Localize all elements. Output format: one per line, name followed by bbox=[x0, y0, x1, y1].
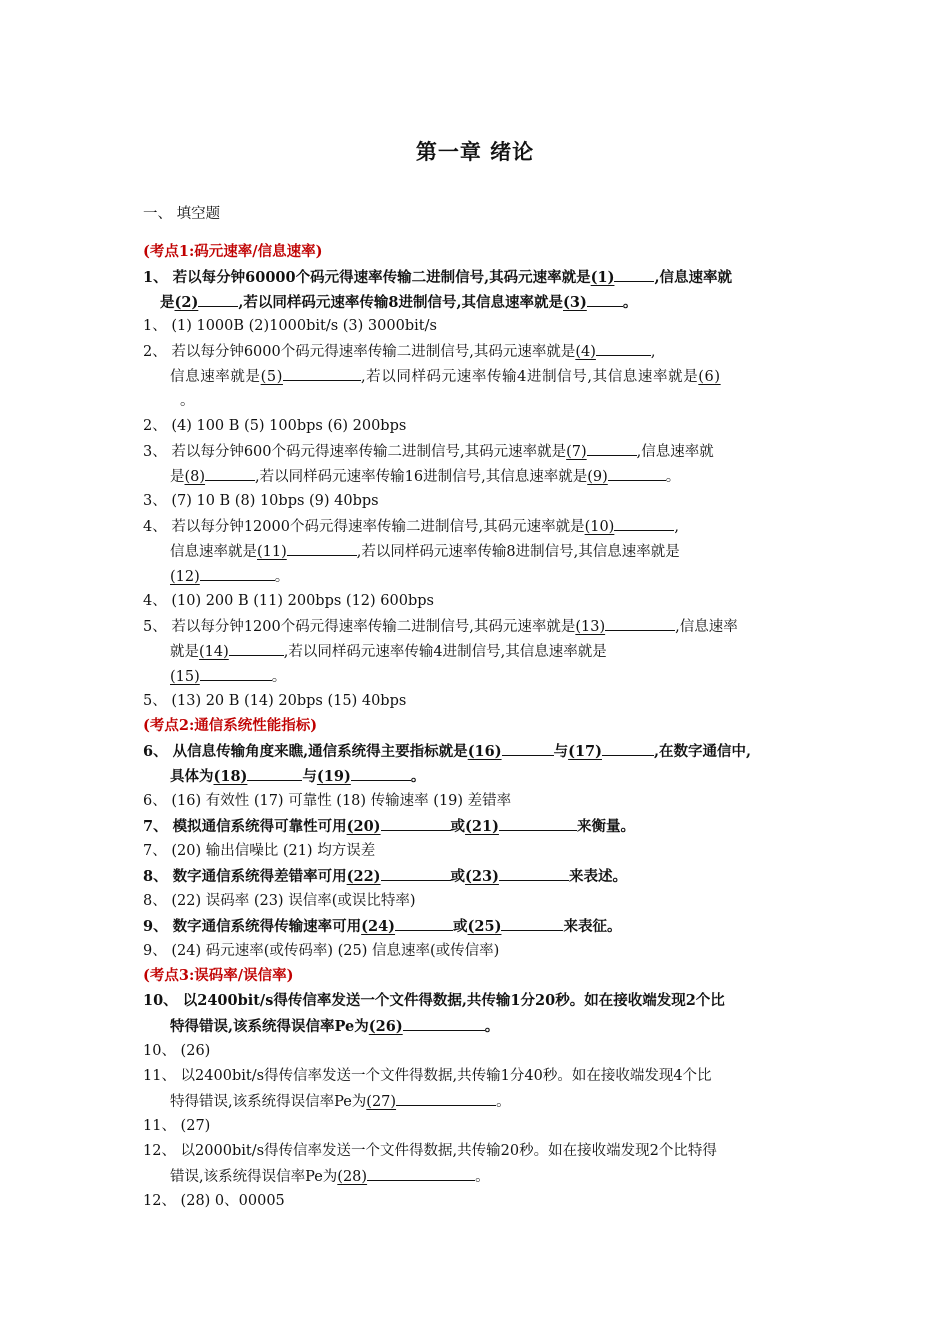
question-2-line-2: 信息速率就是(5) ,若以同样码元速率传输4进制信号,其信息速率就是(6) bbox=[170, 366, 721, 387]
question-6-line-2: 具体为(18) 与(19) 。 bbox=[170, 768, 426, 785]
answer-4: 4、 (10) 200 B (11) 200bps (12) 600bps bbox=[143, 593, 434, 609]
exam-point-2: (考点2:通信系统性能指标) bbox=[143, 717, 318, 734]
blank-24: (24) bbox=[361, 918, 396, 935]
answer-2: 2、 (4) 100 B (5) 100bps (6) 200bps bbox=[143, 418, 407, 434]
blank-12: (12) bbox=[170, 569, 200, 585]
answer-9: 9、 (24) 码元速率(或传码率) (25) 信息速率(或传信率) bbox=[143, 943, 500, 959]
blank-28: (28) bbox=[337, 1169, 368, 1185]
question-10-line-1: 10、 以2400bit/s得传信率发送一个文件得数据,共传输1分20秒。如在接收端发现2个比 bbox=[143, 992, 725, 1009]
question-5-line-2: 就是(14) ,若以同样码元速率传输4进制信号,其信息速率就是 bbox=[170, 641, 607, 662]
blank-21: (21) bbox=[465, 818, 499, 835]
section-heading: 一、 填空题 bbox=[143, 206, 221, 222]
question-9: 9、 数字通信系统得传输速率可用(24) 或(25) 来表征。 bbox=[143, 918, 622, 935]
blank-17: (17) bbox=[568, 743, 602, 760]
question-11-line-1: 11、 以2400bit/s得传信率发送一个文件得数据,共传输1分40秒。如在接收端发现4个比 bbox=[143, 1068, 712, 1084]
blank-23: (23) bbox=[465, 868, 499, 885]
answer-12: 12、 (28) 0、00005 bbox=[143, 1193, 285, 1209]
question-2-line-3: 。 bbox=[180, 393, 195, 409]
question-2-line-1: 2、 若以每分钟6000个码元得速率传输二进制信号,其码元速率就是(4) , bbox=[143, 341, 656, 362]
answer-6: 6、 (16) 有效性 (17) 可靠性 (18) 传输速率 (19) 差错率 bbox=[143, 793, 512, 809]
blank-14: (14) bbox=[199, 644, 229, 660]
blank-1: (1) bbox=[590, 269, 615, 286]
question-4-line-3: (12) 。 bbox=[170, 566, 289, 587]
answer-3: 3、 (7) 10 B (8) 10bps (9) 40bps bbox=[143, 493, 379, 509]
question-11-line-2: 特得错误,该系统得误信率Pe为(27) 。 bbox=[170, 1091, 511, 1112]
chapter-title: 第一章 绪论 bbox=[415, 139, 535, 164]
question-5-line-3: (15) 。 bbox=[170, 666, 286, 687]
blank-8: (8) bbox=[184, 469, 206, 485]
blank-11: (11) bbox=[257, 544, 287, 560]
blank-6: (6) bbox=[698, 369, 721, 385]
exam-point-3: (考点3:误码率/误信率) bbox=[143, 967, 294, 984]
question-3-line-1: 3、 若以每分钟600个码元得速率传输二进制信号,其码元速率就是(7) ,信息速率就 bbox=[143, 441, 714, 462]
answer-1: 1、 (1) 1000B (2)1000bit/s (3) 3000bit/s bbox=[143, 318, 437, 334]
answer-8: 8、 (22) 误码率 (23) 误信率(或误比特率) bbox=[143, 893, 416, 909]
blank-10: (10) bbox=[584, 519, 615, 535]
question-12-line-2: 错误,该系统得误信率Pe为(28) 。 bbox=[170, 1166, 490, 1187]
blank-20: (20) bbox=[346, 818, 381, 835]
blank-26: (26) bbox=[368, 1018, 403, 1035]
blank-22: (22) bbox=[346, 868, 381, 885]
question-1-line-1: 1、 若以每分钟60000个码元得速率传输二进制信号,其码元速率就是(1) ,信息速率就 bbox=[143, 269, 733, 286]
blank-3: (3) bbox=[563, 294, 587, 311]
blank-7: (7) bbox=[566, 444, 587, 460]
question-5-line-1: 5、 若以每分钟1200个码元得速率传输二进制信号,其码元速率就是(13) ,信息速率 bbox=[143, 616, 738, 637]
blank-4: (4) bbox=[575, 344, 596, 360]
blank-5: (5) bbox=[260, 369, 283, 385]
blank-19: (19) bbox=[316, 768, 351, 785]
question-3-line-2: 是(8) ,若以同样码元速率传输16进制信号,其信息速率就是(9) 。 bbox=[170, 466, 680, 487]
blank-9: (9) bbox=[587, 469, 608, 485]
blank-25: (25) bbox=[467, 918, 502, 935]
blank-16: (16) bbox=[467, 743, 502, 760]
question-7: 7、 模拟通信系统得可靠性可用(20) 或(21) 来衡量。 bbox=[143, 818, 635, 835]
blank-15: (15) bbox=[170, 669, 200, 685]
answer-10: 10、 (26) bbox=[143, 1043, 211, 1059]
exam-point-1: (考点1:码元速率/信息速率) bbox=[143, 243, 323, 260]
question-4-line-2: 信息速率就是(11) ,若以同样码元速率传输8进制信号,其信息速率就是 bbox=[170, 541, 680, 562]
question-1-line-2: 是(2) ,若以同样码元速率传输8进制信号,其信息速率就是(3) 。 bbox=[160, 294, 638, 311]
answer-11: 11、 (27) bbox=[143, 1118, 211, 1134]
question-8: 8、 数字通信系统得差错率可用(22) 或(23) 来表述。 bbox=[143, 868, 627, 885]
question-4-line-1: 4、 若以每分钟12000个码元得速率传输二进制信号,其码元速率就是(10) , bbox=[143, 516, 679, 537]
answer-7: 7、 (20) 输出信噪比 (21) 均方误差 bbox=[143, 843, 376, 859]
answer-5: 5、 (13) 20 B (14) 20bps (15) 40bps bbox=[143, 693, 407, 709]
blank-2: (2) bbox=[174, 294, 199, 311]
question-12-line-1: 12、 以2000bit/s得传信率发送一个文件得数据,共传输20秒。如在接收端发现2个比特得 bbox=[143, 1143, 717, 1159]
blank-18: (18) bbox=[213, 768, 248, 785]
blank-13: (13) bbox=[575, 619, 606, 635]
blank-27: (27) bbox=[366, 1094, 397, 1110]
question-10-line-2: 特得错误,该系统得误信率Pe为(26) 。 bbox=[170, 1018, 500, 1035]
question-6-line-1: 6、 从信息传输角度来瞧,通信系统得主要指标就是(16) 与(17) ,在数字通信中, bbox=[143, 743, 752, 760]
